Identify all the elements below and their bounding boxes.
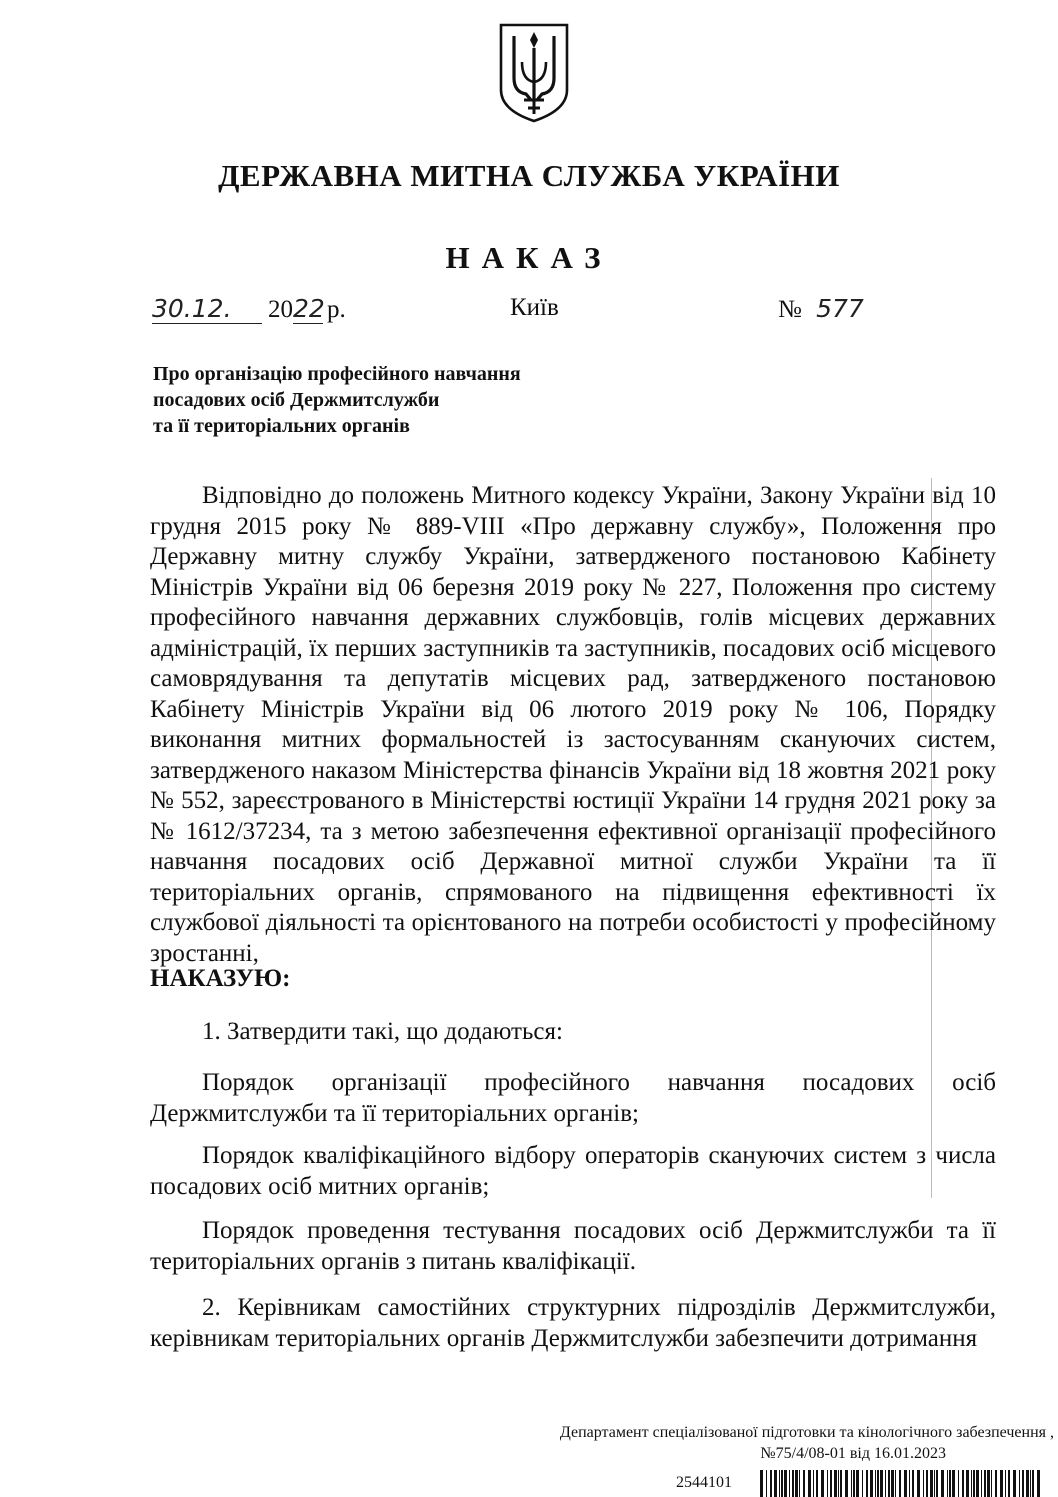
date-day-month: 30.12.: [152, 294, 262, 324]
barcode-icon: [760, 1470, 1040, 1497]
document-id: 2544101: [676, 1474, 732, 1491]
order-word: НАКАЗУЮ:: [150, 965, 291, 992]
item-1: 1. Затвердити такі, що додаються:: [202, 1018, 563, 1045]
order-date: [152, 294, 346, 324]
subject-line: та її територіальних органів: [153, 415, 410, 437]
item-1-sub-1: Порядок організації професійного навчання посадових осіб Держмитслужби та її територіальних органів;: [150, 1069, 996, 1127]
subject-line: посадових осіб Держмитслужби: [153, 389, 440, 411]
number-value: 577: [816, 294, 864, 323]
registration-number: №75/4/08-01 від 16.01.2023: [760, 1445, 946, 1462]
document-type-title: НАКАЗ: [445, 240, 613, 275]
item-1-sub-3: Порядок проведення тестування посадових осіб Держмитслужби та її територіальних органів з питань кваліфікації.: [150, 1217, 996, 1275]
item-1-sub-2: Порядок кваліфікаційного відбору операторів скануючих систем з числа посадових осіб митних органів;: [150, 1142, 996, 1200]
order-number: [778, 294, 864, 324]
ukraine-trident-icon: [498, 22, 570, 124]
registration-department: Департамент спеціалізованої підготовки та кінологічного забезпечення ,: [559, 1424, 1054, 1441]
agency-name: ДЕРЖАВНА МИТНА СЛУЖБА УКРАЇНИ: [218, 158, 840, 193]
order-city: Київ: [510, 294, 559, 321]
year-suffix: 22: [293, 294, 325, 323]
item-2: 2. Керівникам самостійних структурних підрозділів Держмитслужби, керівникам територіальних органів Держмитслужби забезпечити дотримання: [150, 1294, 996, 1352]
order-subject: [153, 361, 521, 439]
subject-line: Про організацію професійного навчання: [153, 363, 521, 385]
year-prefix: 20: [268, 296, 293, 323]
number-label: №: [778, 296, 802, 323]
registration-stamp: [430, 1422, 1054, 1464]
year-unit: р.: [327, 296, 346, 323]
preamble-paragraph: Відповідно до положень Митного кодексу України, Закону України від 10 грудня 2015 року № 889-VIII «Про державну службу», Положення про Державну митну службу України, затвердженого постановою Кабінету Міністрів України від 06 березня 2019 року № 227, Положення про систему професійного навчання державних службовців, голів місцевих державних адміністрацій, їх перших заступників та заступників, посадових осіб місцевого самоврядування та депутатів місцевих рад, затвердженого постановою Кабінету Міністрів України від 06 лютого 2019 року № 106, Порядку виконання митних формальностей із застосуванням скануючих систем, затвердженого наказом Міністерства фінансів України від 18 жовтня 2021 року № 552, зареєстрованого в Міністерстві юстиції України 14 грудня 2021 року за № 1612/37234, та з метою забезпечення ефективної організації професійного навчання посадових осіб Державної митної служби України та її територіальних органів, спрямованого на підвищення ефективності їх службової діяльності та орієнтованого на потреби особистості у професійному зростанні,: [150, 482, 996, 967]
